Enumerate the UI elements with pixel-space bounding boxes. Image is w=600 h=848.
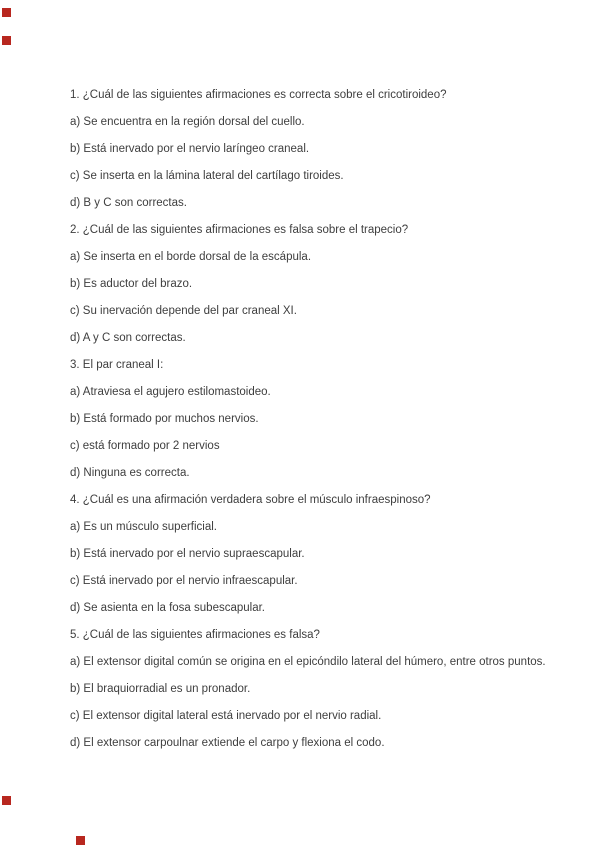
quiz-content [70,87,565,762]
question-1-option-c: c) Se inserta en la lámina lateral del cartílago tiroides. [70,170,344,182]
question-block-4 [70,492,565,616]
question-1-option-d: d) B y C son correctas. [70,197,187,209]
question-2-option-a: a) Se inserta en el borde dorsal de la escápula. [70,251,312,263]
question-4-option-a: a) Es un músculo superficial. [70,521,218,533]
missing-image-marker-icon [76,836,85,845]
missing-image-marker-icon [2,796,11,805]
question-1-option-b: b) Está inervado por el nervio laríngeo craneal. [70,143,310,155]
missing-image-marker-icon [2,8,11,17]
question-3-option-c: c) está formado por 2 nervios [70,440,220,452]
question-5-option-b: b) El braquiorradial es un pronador. [70,683,251,695]
question-block-5 [70,627,565,751]
question-1-prompt: 1. ¿Cuál de las siguientes afirmaciones es correcta sobre el cricotiroideo? [70,89,447,101]
question-2-option-c: c) Su inervación depende del par craneal XI. [70,305,297,317]
question-5-option-c: c) El extensor digital lateral está inervado por el nervio radial. [70,710,382,722]
question-2-option-b: b) Es aductor del brazo. [70,278,193,290]
question-5-option-d: d) El extensor carpoulnar extiende el carpo y flexiona el codo. [70,737,385,749]
question-4-prompt: 4. ¿Cuál es una afirmación verdadera sobre el músculo infraespinoso? [70,494,431,506]
question-1-option-a: a) Se encuentra en la región dorsal del cuello. [70,116,305,128]
question-3-option-b: b) Está formado por muchos nervios. [70,413,259,425]
missing-image-marker-icon [2,36,11,45]
question-5-option-a: a) El extensor digital común se origina en el epicóndilo lateral del húmero, entre otros puntos. [70,656,546,668]
question-3-option-d: d) Ninguna es correcta. [70,467,190,479]
question-4-option-d: d) Se asienta en la fosa subescapular. [70,602,265,614]
question-2-prompt: 2. ¿Cuál de las siguientes afirmaciones es falsa sobre el trapecio? [70,224,409,236]
question-block-1 [70,87,565,211]
question-3-option-a: a) Atraviesa el agujero estilomastoideo. [70,386,271,398]
question-block-2 [70,222,565,346]
question-3-prompt: 3. El par craneal I: [70,359,164,371]
question-2-option-d: d) A y C son correctas. [70,332,186,344]
question-block-3 [70,357,565,481]
question-5-prompt: 5. ¿Cuál de las siguientes afirmaciones es falsa? [70,629,320,641]
question-4-option-c: c) Está inervado por el nervio infraescapular. [70,575,298,587]
question-4-option-b: b) Está inervado por el nervio supraescapular. [70,548,305,560]
